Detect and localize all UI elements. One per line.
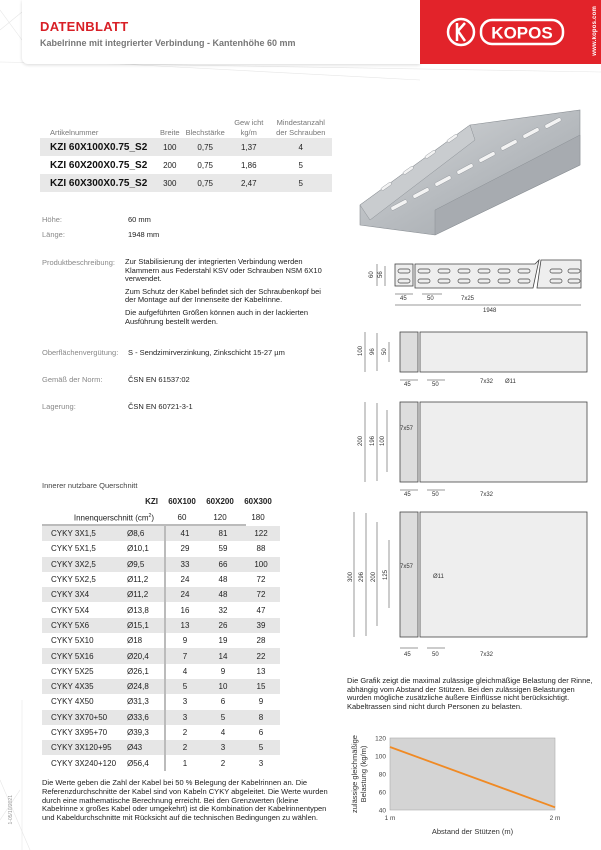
type-header-3: 60X300 <box>244 497 272 506</box>
product-photo <box>350 95 595 245</box>
count-60x300: 5 <box>242 740 280 755</box>
svg-text:56: 56 <box>378 271 384 278</box>
cable-diameter: Ø10,1 <box>127 541 165 556</box>
count-60x300: 22 <box>242 648 280 663</box>
cable-diameter: Ø31,3 <box>127 694 165 709</box>
count-60x100: 13 <box>165 618 204 633</box>
cable-diameter: Ø56,4 <box>127 755 165 770</box>
col-header-gewicht: Gew icht kg/m <box>234 118 264 137</box>
count-60x100: 7 <box>165 648 204 663</box>
count-60x100: 24 <box>180 575 190 585</box>
count-60x200: 14 <box>204 648 242 663</box>
cable-type: CYKY 3X240+120 <box>51 758 117 768</box>
cable-diameter: Ø13,8 <box>127 602 165 617</box>
count-60x200: 5 <box>204 710 242 725</box>
svg-text:7x25: 7x25 <box>461 296 475 302</box>
count-60x200: 32 <box>218 605 228 615</box>
table-row <box>42 725 280 740</box>
drawing-width-300 <box>345 510 601 660</box>
cross-section-1: 60 <box>177 513 187 522</box>
cable-type: CYKY 3X120+95 <box>42 740 127 755</box>
svg-text:50: 50 <box>382 348 388 355</box>
col-header-breite: Breite <box>160 128 180 137</box>
count-60x300: 15 <box>242 679 280 694</box>
count-60x200: 6 <box>220 697 226 707</box>
count-60x200: 2 <box>220 758 226 768</box>
cable-type: CYKY 4X50 <box>51 697 94 707</box>
type-header-1: 60X100 <box>168 497 196 506</box>
count-60x300: 3 <box>258 758 264 768</box>
cable-diameter: Ø18 <box>127 633 165 648</box>
table-row <box>42 541 280 556</box>
cable-table <box>42 526 281 771</box>
count-60x100: 1 <box>182 758 188 768</box>
table-row <box>42 755 280 770</box>
y-axis-label-line1: zulässige gleichmäßige <box>350 735 359 813</box>
document-code: 1-05/10/2021 <box>8 795 14 825</box>
count-60x200: 10 <box>204 679 242 694</box>
table-row <box>42 602 280 617</box>
cable-diameter: Ø15,1 <box>127 618 165 633</box>
count-60x200: 48 <box>218 575 228 585</box>
y-tick-label: 80 <box>378 771 386 779</box>
cable-type: CYKY 3X2,5 <box>42 557 127 572</box>
col-header-schrauben: Mindestanzahl der Schrauben <box>276 118 326 137</box>
table-row <box>42 526 280 541</box>
count-60x300: 9 <box>258 697 264 707</box>
brand-url[interactable]: www.kopos.com <box>592 6 598 56</box>
x-tick-label: 1 m <box>384 815 396 822</box>
svg-text:1948: 1948 <box>483 308 497 314</box>
svg-text:45: 45 <box>404 492 411 498</box>
cable-table-caption: Innerer nutzbare Querschnitt <box>42 481 138 490</box>
product-description: Zur Stabilisierung der integrierten Verbindung werden Klammern aus Federstahl KSV oder Schrauben NSM 6X10 verwendet. Zum Schutz der Kabel befindet sich der Schraubenkopf bei der Montage auf der Innenseite der Kabelrinne. Die aufgeführten Größen können auch in der lackierten Ausführung bestellt werden. <box>125 257 322 326</box>
col-header-blechstaerke: Blechstärke <box>185 128 225 137</box>
svg-text:45: 45 <box>404 382 411 388</box>
table-row <box>42 740 280 755</box>
count-60x300: 88 <box>256 544 266 554</box>
count-60x300: 28 <box>256 636 266 646</box>
cable-type: CYKY 5X2,5 <box>51 575 96 585</box>
svg-text:96: 96 <box>370 348 376 355</box>
count-60x300: 100 <box>242 557 280 572</box>
count-60x200: 19 <box>218 636 228 646</box>
product-table <box>40 104 332 192</box>
table-row <box>42 633 280 648</box>
cable-type: CYKY 5X25 <box>51 666 94 676</box>
count-60x300: 72 <box>256 575 266 585</box>
cable-type: CYKY 3X1,5 <box>42 526 127 541</box>
cable-diameter: Ø11,2 <box>127 587 165 602</box>
document-subtitle: Kabelrinne mit integrierter Verbindung - Kantenhöhe 60 mm <box>40 38 296 48</box>
svg-text:7x32: 7x32 <box>480 652 494 658</box>
count-60x300: 122 <box>242 526 280 541</box>
y-axis-label-line2: Belastung (kg/m) <box>359 745 368 803</box>
svg-text:45: 45 <box>404 652 411 658</box>
count-60x100: 5 <box>165 679 204 694</box>
logo-k-circle-icon <box>448 19 474 45</box>
svg-text:7x57: 7x57 <box>400 564 414 570</box>
table-row: KZI 60X200X0.75_S2 200 0,75 1,86 5 <box>50 159 303 171</box>
count-60x300: 72 <box>242 587 280 602</box>
count-60x300: 47 <box>256 605 266 615</box>
table-row <box>42 694 280 709</box>
count-60x200: 3 <box>204 740 242 755</box>
cable-diameter: Ø8,6 <box>127 526 165 541</box>
count-60x100: 3 <box>165 710 204 725</box>
brand-name: KOPOS <box>491 23 553 43</box>
table-row <box>42 587 280 602</box>
table-row <box>42 572 280 587</box>
count-60x100: 9 <box>182 636 188 646</box>
table-row: KZI 60X100X0.75_S2 100 0,75 1,37 4 <box>40 138 332 156</box>
count-60x200: 81 <box>204 526 242 541</box>
count-60x100: 2 <box>182 728 188 737</box>
cable-diameter: Ø33,6 <box>127 710 165 725</box>
cable-type: CYKY 4X35 <box>42 679 127 694</box>
svg-text:50: 50 <box>432 492 439 498</box>
count-60x100: 4 <box>182 666 188 676</box>
kopos-logo <box>445 15 565 49</box>
y-tick-label: 100 <box>375 753 386 761</box>
cable-type: CYKY 5X1,5 <box>51 544 96 554</box>
drawing-side-view <box>355 258 601 314</box>
cross-section-label: Innenquerschnitt $(cm^2)$ <box>73 513 154 523</box>
count-60x300: 8 <box>242 710 280 725</box>
svg-text:125: 125 <box>383 569 389 580</box>
brand-panel <box>420 0 601 64</box>
x-axis-label: Abstand der Stützen (m) <box>431 827 514 836</box>
count-60x200: 9 <box>220 666 226 676</box>
count-60x200: 66 <box>204 557 242 572</box>
svg-text:100: 100 <box>380 435 386 446</box>
svg-text:100: 100 <box>358 345 364 356</box>
y-tick-label: 120 <box>375 735 386 743</box>
y-tick-label: 60 <box>378 789 386 797</box>
table-row <box>42 710 280 725</box>
svg-text:60: 60 <box>369 271 375 278</box>
svg-text:200: 200 <box>371 571 377 582</box>
count-60x100: 3 <box>182 697 188 707</box>
cable-diameter: Ø11,2 <box>127 572 165 587</box>
count-60x100: 2 <box>165 740 204 755</box>
svg-text:7x57: 7x57 <box>400 426 414 432</box>
cable-type: CYKY 5X4 <box>51 605 90 615</box>
drawing-width-200 <box>345 400 601 500</box>
table-row: KZI 60X300X0.75_S2 300 0,75 2,47 5 <box>40 174 332 192</box>
table-row <box>42 618 280 633</box>
drawing-width-100 <box>345 330 601 390</box>
type-header-2: 60X200 <box>206 497 234 506</box>
cable-type: CYKY 3X95+70 <box>51 728 108 737</box>
svg-text:196: 196 <box>370 435 376 446</box>
kzi-label: KZI <box>145 497 158 506</box>
cable-type: CYKY 5X6 <box>42 618 127 633</box>
col-header-artikelnummer: Artikelnummer <box>50 128 99 137</box>
cable-diameter: Ø26,1 <box>127 664 165 679</box>
cross-section-2: 120 <box>213 513 227 522</box>
svg-text:296: 296 <box>359 571 365 582</box>
cable-type: CYKY 5X16 <box>42 648 127 663</box>
count-60x300: 39 <box>242 618 280 633</box>
document-header <box>22 0 420 64</box>
table-row <box>42 679 280 694</box>
count-60x200: 26 <box>204 618 242 633</box>
cable-type: CYKY 3X70+50 <box>42 710 127 725</box>
count-60x100: 24 <box>165 587 204 602</box>
svg-text:50: 50 <box>432 382 439 388</box>
chart-description: Die Grafik zeigt die maximal zulässige gleichmäßige Belastung der Rinne, abhängig vom Abstand der Stützen. Bei den zulässigen Belastungen wurden mögliche zusätzliche äußere Einflüsse nicht berücksichtigt. Kabeltrassen sind nicht durch Personen zu belasten. <box>347 676 593 712</box>
cable-diameter: Ø9,5 <box>127 557 165 572</box>
table-row <box>42 557 280 572</box>
count-60x200: 48 <box>204 587 242 602</box>
cable-type: CYKY 5X10 <box>51 636 94 646</box>
count-60x100: 29 <box>180 544 190 554</box>
cable-table-note: Die Werte geben die Zahl der Kabel bei 50 % Belegung der Kabelrinnen an. Die Referenzdurchschnitte der Kabel sind von Kabeln CYKY abgeleitet. Die Werte wurden durch eine mathematische Berechnung erreicht. Bei den Grenzwerten (kleine Kabelrinne x großes Kabel oder umgekehrt) ist die Kombination der Kabelrinnentypen und Kabeldurchschnitte mit Rücksicht auf die technischen Bedingungen zu wählen. <box>42 778 328 823</box>
y-tick-label: 40 <box>378 807 386 815</box>
table-row <box>42 664 280 679</box>
count-60x300: 6 <box>258 728 264 737</box>
count-60x200: 59 <box>218 544 228 554</box>
count-60x100: 33 <box>165 557 204 572</box>
document-title: DATENBLATT <box>40 19 129 34</box>
svg-text:300: 300 <box>348 571 354 582</box>
cable-diameter: Ø43 <box>127 740 165 755</box>
table-row <box>42 648 280 663</box>
svg-text:45: 45 <box>400 296 407 302</box>
count-60x200: 4 <box>220 728 226 737</box>
svg-text:7x32: 7x32 <box>480 379 494 385</box>
cable-type: CYKY 3X4 <box>42 587 127 602</box>
svg-text:200: 200 <box>358 435 364 446</box>
x-tick-label: 2 m <box>549 815 561 822</box>
cross-section-3: 180 <box>251 513 265 522</box>
svg-text:7x32: 7x32 <box>480 492 494 498</box>
svg-text:50: 50 <box>432 652 439 658</box>
cable-diameter: Ø39,3 <box>127 725 165 740</box>
svg-text:50: 50 <box>427 296 434 302</box>
count-60x100: 41 <box>165 526 204 541</box>
load-chart <box>345 730 565 840</box>
count-60x100: 16 <box>180 605 190 615</box>
svg-text:Ø11: Ø11 <box>505 379 516 385</box>
cable-diameter: Ø20,4 <box>127 648 165 663</box>
svg-text:Ø11: Ø11 <box>433 574 444 580</box>
cable-diameter: Ø24,8 <box>127 679 165 694</box>
count-60x300: 13 <box>256 666 266 676</box>
